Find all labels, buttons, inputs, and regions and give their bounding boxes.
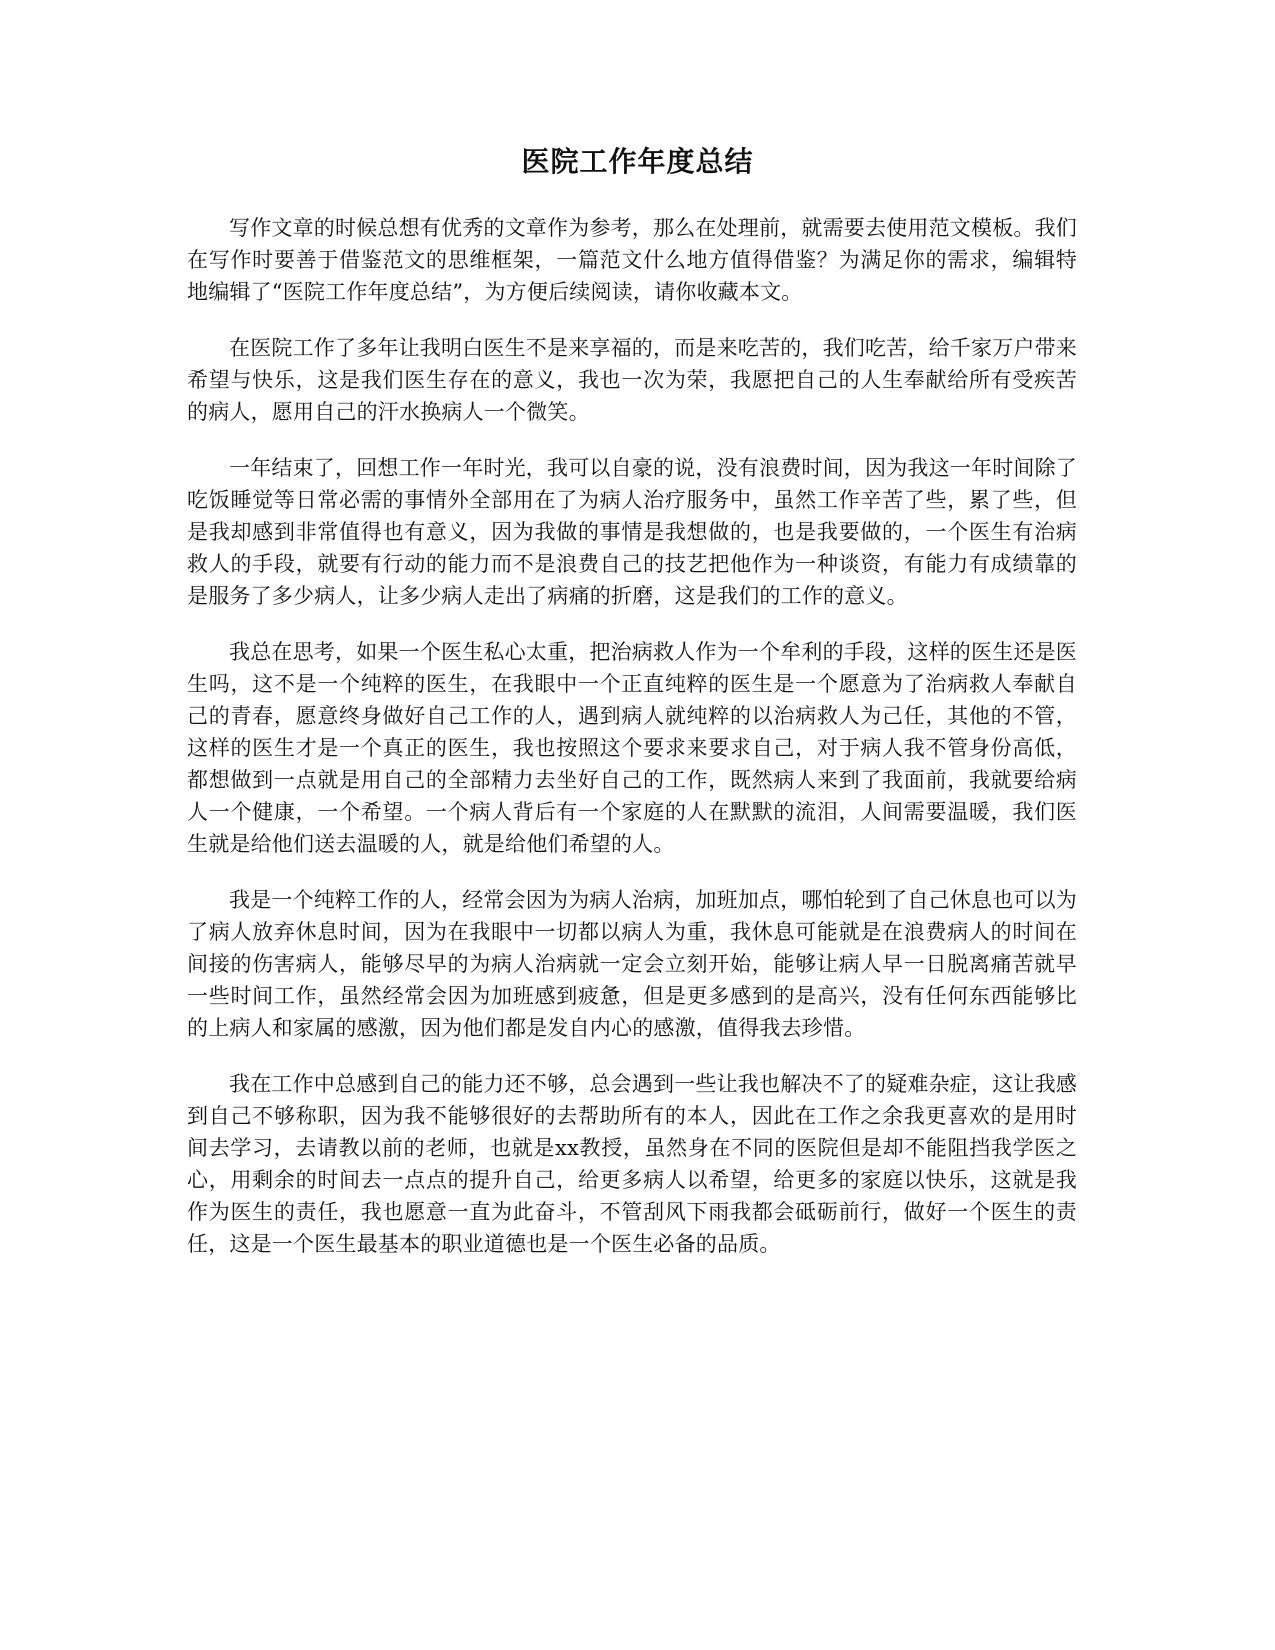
- document-title: 医院工作年度总结: [521, 145, 754, 178]
- paragraph-intro: 写作文章的时候总想有优秀的文章作为参考，那么在处理前，就需要去使用范文模板。我们在写作时要善于借鉴范文的思维框架，一篇范文什么地方值得借鉴？为满足你的需求，编辑特地编辑了“医院工作年度总结”，为方便后续阅读，请你收藏本文。: [187, 216, 1077, 304]
- paragraph-learning: 我在工作中总感到自己的能力还不够，总会遇到一些让我也解决不了的疑难杂症，这让我感到自己不够称职，因为我不能够很好的去帮助所有的本人，因此在工作之余我更喜欢的是用时间去学习，去请教以前的老师，也就是xx教授，虽然身在不同的医院但是却不能阻挡我学医之心，用剩余的时间去一点点的提升自己，给更多病人以希望，给更多的家庭以快乐，这就是我作为医生的责任，我也愿意一直为此奋斗，不管刮风下雨我都会砥砺前行，做好一个医生的责任，这是一个医生最基本的职业道德也是一个医生必备的品质。: [187, 1072, 1077, 1256]
- paragraph-year-review: 一年结束了，回想工作一年时光，我可以自豪的说，没有浪费时间，因为我这一年时间除了吃饭睡觉等日常必需的事情外全部用在了为病人治疗服务中，虽然工作辛苦了些，累了些，但是我却感到非常值得也有意义，因为我做的事情是我想做的，也是我要做的，一个医生有治病救人的手段，就要有行动的能力而不是浪费自己的技艺把他作为一种谈资，有能力有成绩靠的是服务了多少病人，让多少病人走出了病痛的折磨，这是我们的工作的意义。: [187, 456, 1077, 608]
- document-body: [187, 212, 1077, 1284]
- paragraph-dedication: 我是一个纯粹工作的人，经常会因为为病人治病，加班加点，哪怕轮到了自己休息也可以为了病人放弃休息时间，因为在我眼中一切都以病人为重，我休息可能就是在浪费病人的时间在间接的伤害病人，能够尽早的为病人治病就一定会立刻开始，能够让病人早一日脱离痛苦就早一些时间工作，虽然经常会因为加班感到疲惫，但是更多感到的是高兴，没有任何东西能够比的上病人和家属的感激，因为他们都是发自内心的感激，值得我去珍惜。: [187, 888, 1077, 1040]
- paragraph-reflection: 我总在思考，如果一个医生私心太重，把治病救人作为一个牟利的手段，这样的医生还是医生吗，这不是一个纯粹的医生，在我眼中一个正直纯粹的医生是一个愿意为了治病救人奉献自己的青春，愿意终身做好自己工作的人，遇到病人就纯粹的以治病救人为己任，其他的不管，这样的医生才是一个真正的医生，我也按照这个要求来要求自己，对于病人我不管身份高低，都想做到一点就是用自己的全部精力去坐好自己的工作，既然病人来到了我面前，我就要给病人一个健康，一个希望。一个病人背后有一个家庭的人在默默的流泪，人间需要温暖，我们医生就是给他们送去温暖的人，就是给他们希望的人。: [187, 640, 1077, 856]
- paragraph-purpose: 在医院工作了多年让我明白医生不是来享福的，而是来吃苦的，我们吃苦，给千家万户带来希望与快乐，这是我们医生存在的意义，我也一次为荣，我愿把自己的人生奉献给所有受疾苦的病人，愿用自己的汗水换病人一个微笑。: [187, 336, 1077, 424]
